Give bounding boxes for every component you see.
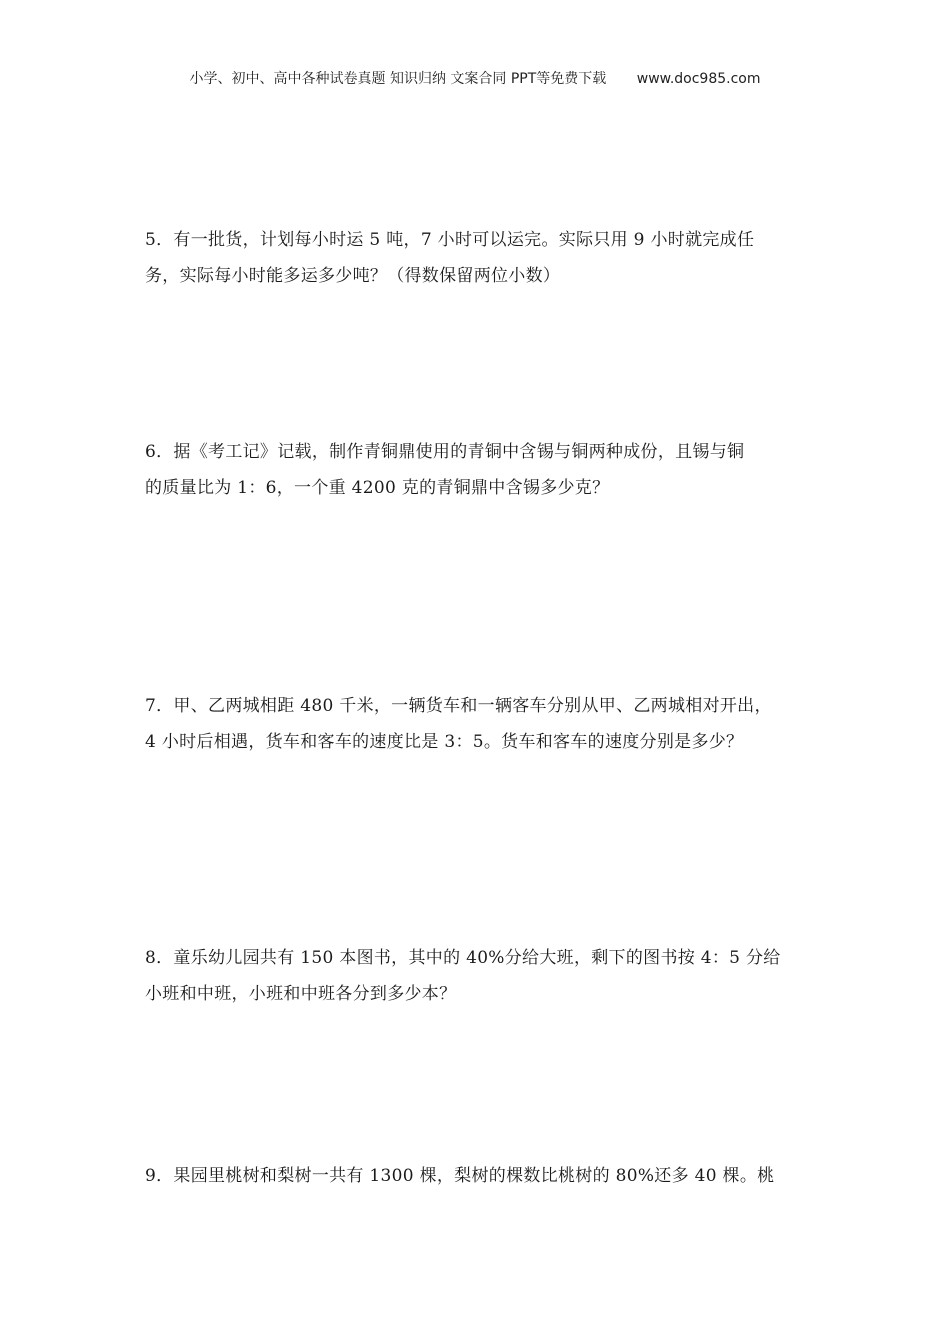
question-6 <box>145 434 810 506</box>
question-line: 务，实际每小时能多运多少吨？（得数保留两位小数） <box>145 266 561 286</box>
question-9 <box>145 1158 810 1194</box>
question-line: 4 小时后相遇，货车和客车的速度比是 3：5。货车和客车的速度分别是多少？ <box>145 732 744 752</box>
question-line: 5．有一批货，计划每小时运 5 吨，7 小时可以运完。实际只用 9 小时就完成任 <box>145 230 755 250</box>
question-8 <box>145 940 810 1012</box>
question-line: 6．据《考工记》记载，制作青铜鼎使用的青铜中含锡与铜两种成份，且锡与铜 <box>145 442 745 462</box>
question-line: 的质量比为 1：6，一个重 4200 克的青铜鼎中含锡多少克？ <box>145 478 610 498</box>
question-line: 7．甲、乙两城相距 480 千米，一辆货车和一辆客车分别从甲、乙两城相对开出， <box>145 696 772 716</box>
question-5 <box>145 222 810 294</box>
header-text: 小学、初中、高中各种试卷真题 知识归纳 文案合同 PPT等免费下载 <box>189 71 607 87</box>
page-header <box>0 68 950 88</box>
question-line: 9．果园里桃树和梨树一共有 1300 棵，梨树的棵数比桃树的 80%还多 40 棵。桃 <box>145 1166 775 1186</box>
question-7 <box>145 688 810 760</box>
question-line: 8．童乐幼儿园共有 150 本图书，其中的 40%分给大班，剩下的图书按 4：5 分给 <box>145 948 781 968</box>
header-site-link[interactable]: www.doc985.com <box>636 71 761 87</box>
question-line: 小班和中班，小班和中班各分到多少本？ <box>145 984 457 1004</box>
